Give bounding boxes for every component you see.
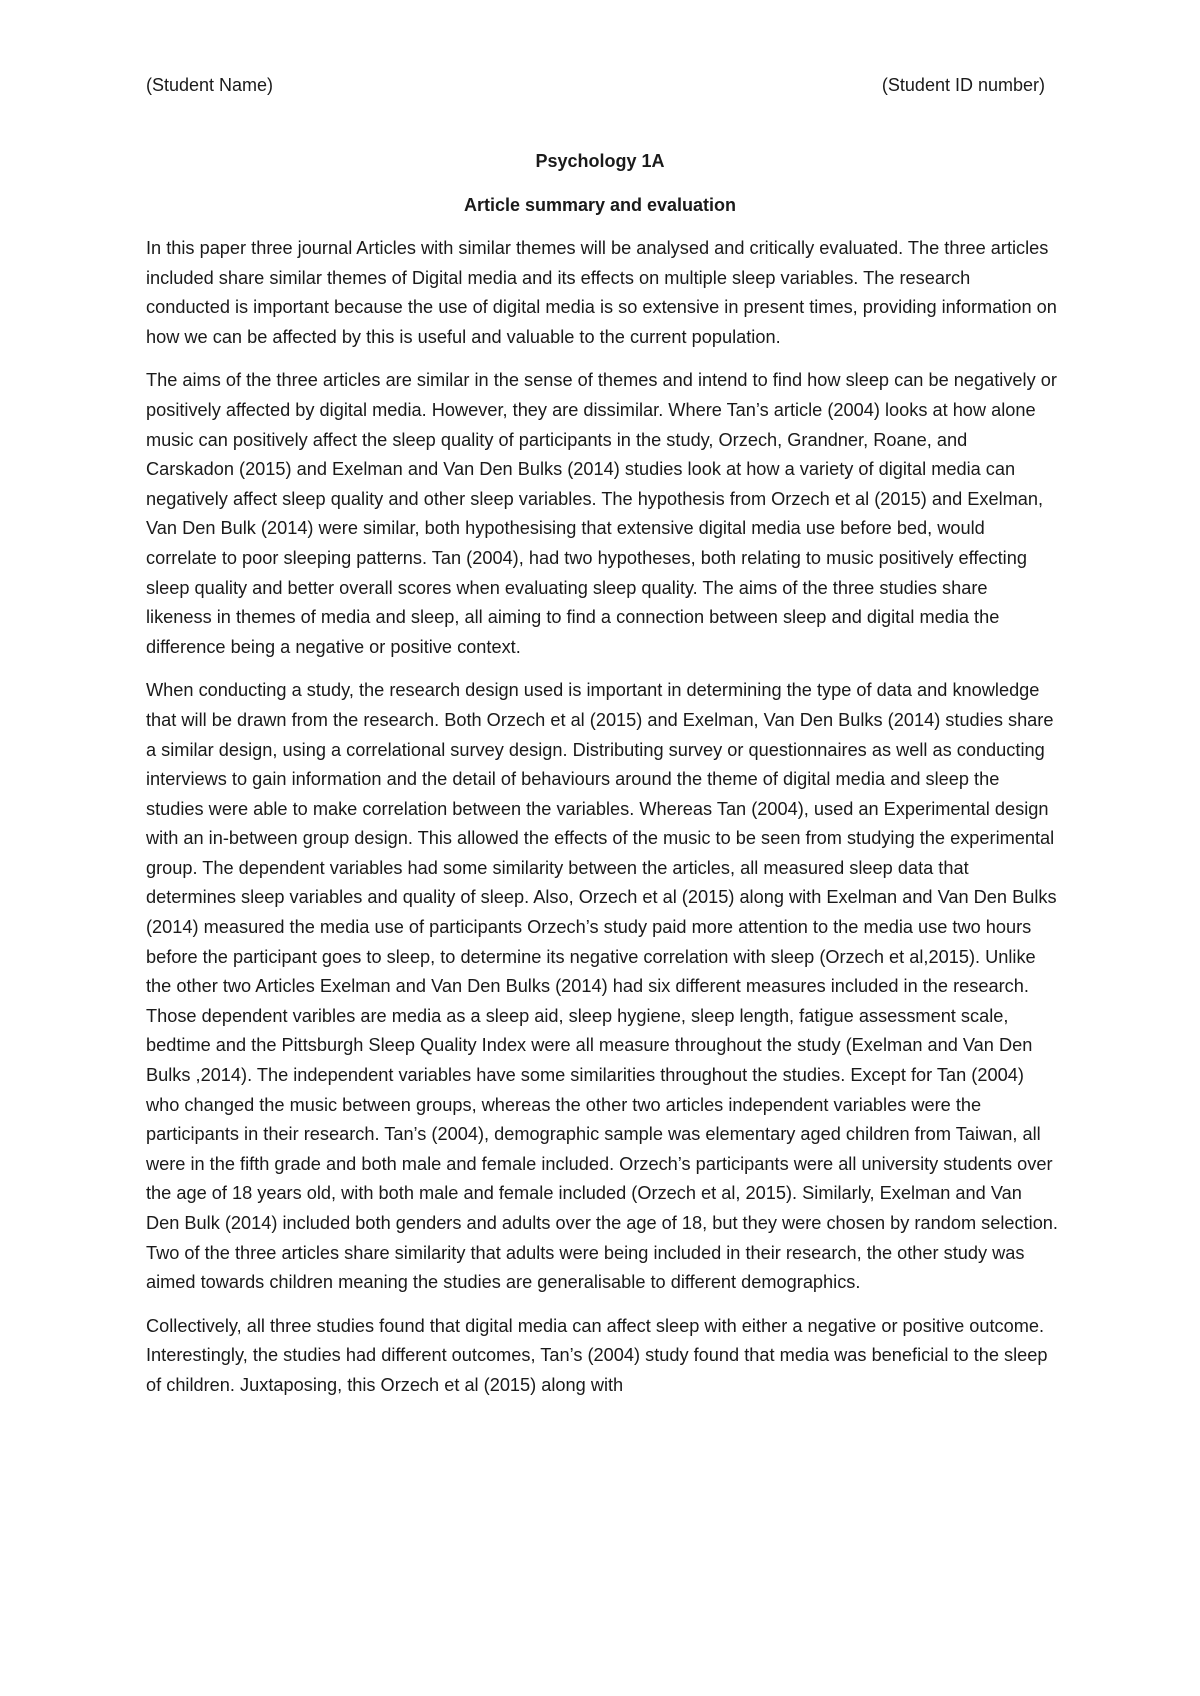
paragraph-research-design: When conducting a study, the research design used is important in determining the type of data and knowledge that will be drawn from the research. Both Orzech et al (2015) and Exelman, Van Den Bulks (2014) studies share a similar design, using a correlational survey design. Distributing survey or questionnaires as well as conducting interviews to gain information and the detail of behaviours around the theme of digital media and sleep the studies were able to make correlation between the variables. Whereas Tan (2004), used an Experimental design with an in-between group design. This allowed the effects of the music to be seen from studying the experimental group. The dependent variables had some similarity between the articles, all measured sleep data that determines sleep variables and quality of sleep. Also, Orzech et al (2015) along with Exelman and Van Den Bulks (2014) measured the media use of participants Orzech’s study paid more attention to the media use two hours before the participant goes to sleep, to determine its negative correlation with sleep (Orzech et al,2015). Unlike the other two Articles Exelman and Van Den Bulks (2014) had six different measures included in the research. Those dependent varibles are media as a sleep aid, sleep hygiene, sleep length, fatigue assessment scale, bedtime and the Pittsburgh Sleep Quality Index were all measure throughout the study (Exelman and Van Den Bulks ,2014). The independent variables have some similarities throughout the studies. Except for Tan (2004) who changed the music between groups, whereas the other two articles independent variables were the participants in their research. Tan’s (2004), demographic sample was elementary aged children from Taiwan, all were in the fifth grade and both male and female included. Orzech’s participants were all university students over the age of 18 years old, with both male and female included (Orzech et al, 2015). Similarly, Exelman and Van Den Bulk (2014) included both genders and adults over the age of 18, but they were chosen by random selection. Two of the three articles share similarity that adults were being included in their research, the other study was aimed towards children meaning the studies are generalisable to different demographics. — [146, 680, 1058, 1293]
page-header — [146, 72, 1045, 98]
paragraph-aims: The aims of the three articles are similar in the sense of themes and intend to find how sleep can be negatively or positively affected by digital media. However, they are dissimilar. Where Tan’s article (2004) looks at how alone music can positively affect the sleep quality of participants in the study, Orzech, Grandner, Roane, and Carskadon (2015) and Exelman and Van Den Bulks (2014) studies look at how a variety of digital media can negatively affect sleep quality and other sleep variables. The hypothesis from Orzech et al (2015) and Exelman, Van Den Bulk (2014) were similar, both hypothesising that extensive digital media use before bed, would correlate to poor sleeping patterns. Tan (2004), had two hypotheses, both relating to music positively effecting sleep quality and better overall scores when evaluating sleep quality. The aims of the three studies share likeness in themes of media and sleep, all aiming to find a connection between sleep and digital media the difference being a negative or positive context. — [146, 370, 1057, 657]
course-title: Psychology 1A — [535, 151, 665, 171]
student-id: (Student ID number) — [881, 75, 1045, 95]
student-name: (Student Name) — [146, 75, 274, 95]
paragraph-findings: Collectively, all three studies found that digital media can affect sleep with either a negative or positive outcome. Interestingly, the studies had different outcomes, Tan’s (2004) study found that media was beneficial to the sleep of children. Juxtaposing, this Orzech et al (2015) along with — [146, 1315, 1048, 1395]
paragraph-introduction: In this paper three journal Articles with similar themes will be analysed and critically evaluated. The three articles included share similar themes of Digital media and its effects on multiple sleep variables. The research conducted is important because the use of digital media is so extensive in present times, providing information on how we can be affected by this is useful and valuable to the current population. — [146, 238, 1057, 347]
document-subtitle: Article summary and evaluation — [463, 195, 737, 215]
document-body — [146, 234, 1058, 1415]
